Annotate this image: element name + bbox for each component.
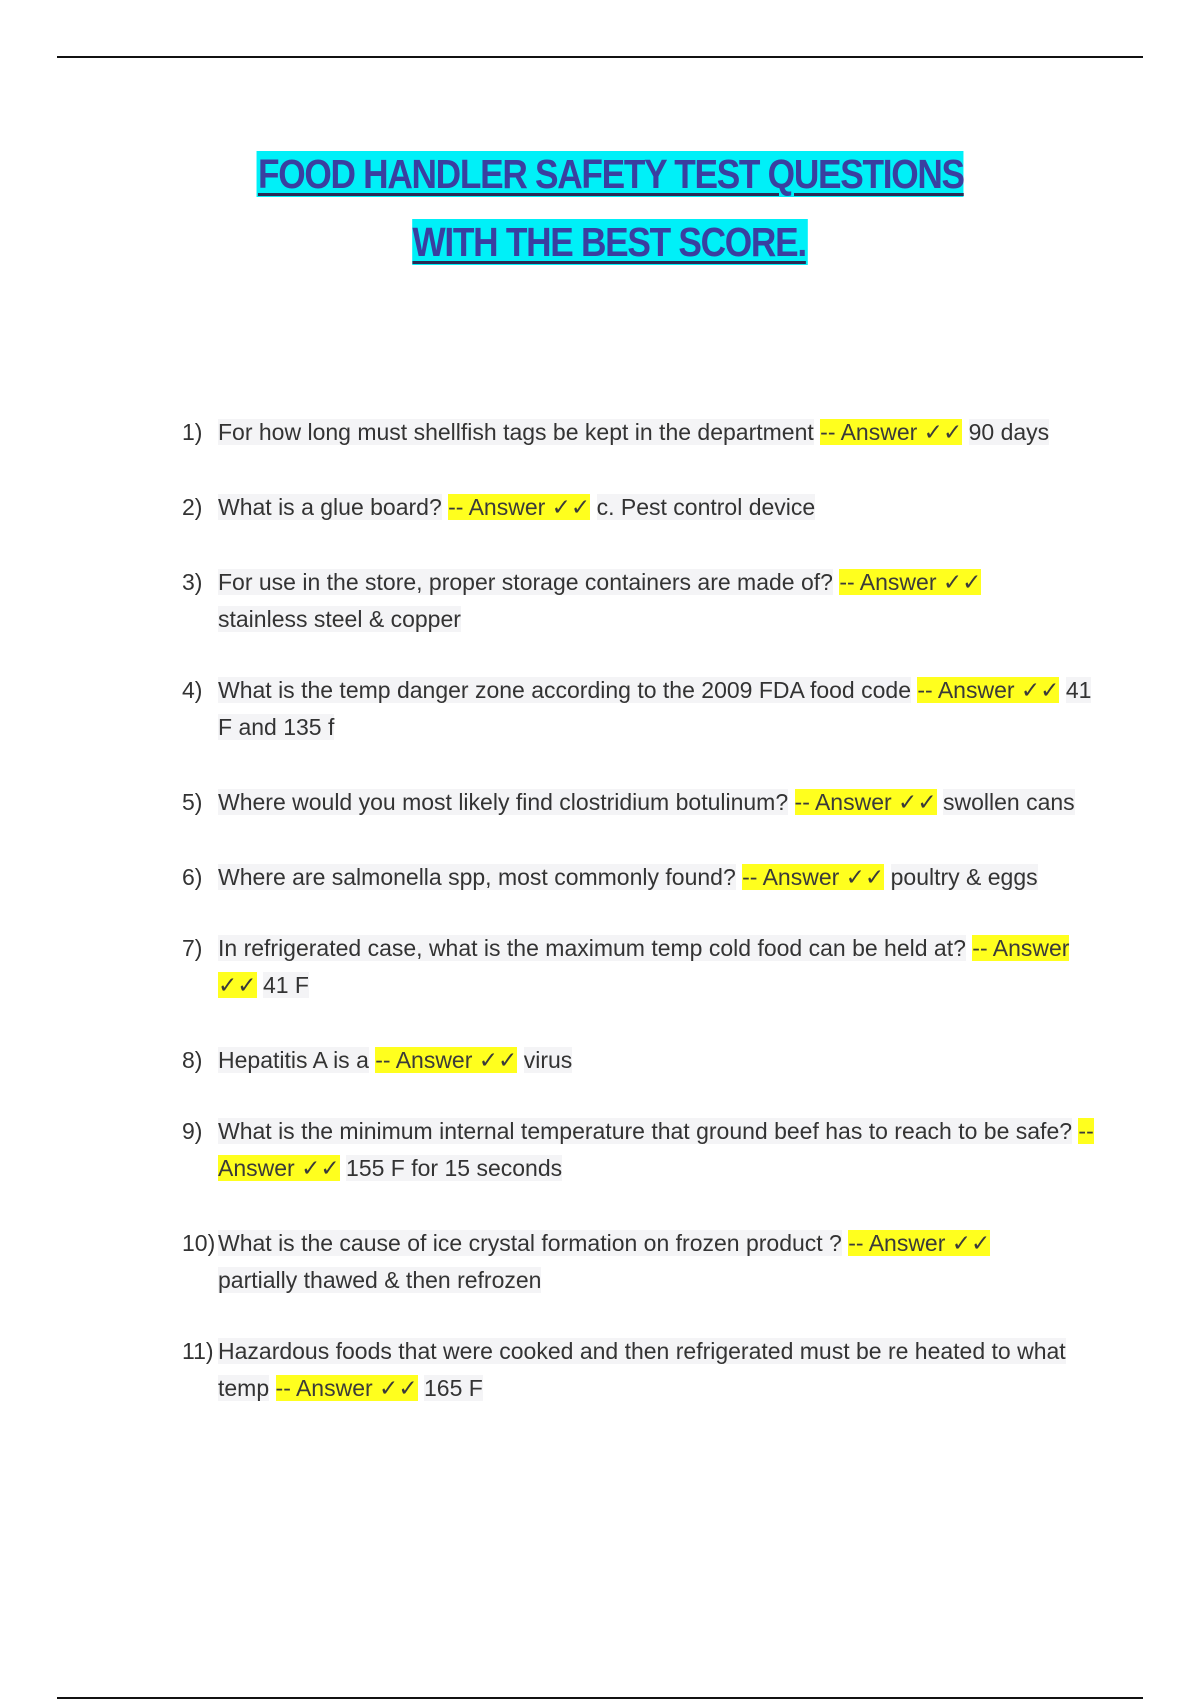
footer-rule [57, 1697, 1143, 1699]
answer-marker: -- Answer ✓✓ [375, 1047, 518, 1073]
answer-marker: -- Answer ✓✓ [794, 789, 937, 815]
answer-marker: -- Answer ✓✓ [742, 864, 885, 890]
answer-text: 90 days [968, 419, 1050, 445]
question-text: In refrigerated case, what is the maximum temp cold food can be held at? [218, 935, 966, 961]
question-item [175, 672, 1095, 746]
answer-text: partially thawed & then refrozen [218, 1267, 542, 1293]
answer-text: swollen cans [943, 789, 1075, 815]
question-item [175, 1333, 1095, 1407]
question-number: 5) [182, 789, 203, 815]
question-number: 3) [182, 569, 203, 595]
question-item [175, 1113, 1095, 1187]
question-number: 1) [182, 419, 203, 445]
answer-marker: -- Answer ✓✓ [218, 935, 1070, 998]
question-text: What is a glue board? [218, 494, 442, 520]
question-number: 4) [182, 677, 203, 703]
question-text: For how long must shellfish tags be kept in the department [218, 419, 814, 445]
question-list [175, 414, 1095, 1407]
question-text: Where would you most likely find clostridium botulinum? [218, 789, 789, 815]
answer-text: c. Pest control device [596, 494, 816, 520]
question-item [175, 859, 1095, 896]
answer-marker: -- Answer ✓✓ [839, 569, 982, 595]
page-title-text: FOOD HANDLER SAFETY TEST QUESTIONS WITH THE BEST SCORE. [257, 151, 964, 265]
answer-marker: -- Answer ✓✓ [218, 1118, 1094, 1181]
question-item [175, 564, 1095, 638]
question-text: What is the temp danger zone according to the 2009 FDA food code [218, 677, 911, 703]
page-title [223, 140, 997, 276]
question-text: Hazardous foods that were cooked and then refrigerated must be re heated to what temp [218, 1338, 1066, 1401]
question-item [175, 489, 1095, 526]
answer-text: 41 F [262, 972, 309, 998]
answer-text: 41 F and 135 f [218, 677, 1092, 740]
question-text: What is the minimum internal temperature that ground beef has to reach to be safe? [218, 1118, 1073, 1144]
answer-text: 165 F [424, 1375, 483, 1401]
answer-marker: -- Answer ✓✓ [448, 494, 591, 520]
answer-text: poultry & eggs [890, 864, 1038, 890]
question-item [175, 1042, 1095, 1079]
question-text: Hepatitis A is a [218, 1047, 369, 1073]
answer-marker: -- Answer ✓✓ [848, 1230, 991, 1256]
question-number: 7) [182, 935, 203, 961]
question-text: What is the cause of ice crystal formation on frozen product ? [218, 1230, 842, 1256]
question-item [175, 930, 1095, 1004]
question-number: 9) [182, 1118, 203, 1144]
question-number: 6) [182, 864, 203, 890]
question-item [175, 784, 1095, 821]
question-number: 10) [182, 1230, 216, 1256]
question-item [175, 1225, 1095, 1299]
question-number: 2) [182, 494, 203, 520]
question-text: For use in the store, proper storage containers are made of? [218, 569, 833, 595]
answer-marker: -- Answer ✓✓ [820, 419, 963, 445]
answer-marker: -- Answer ✓✓ [275, 1375, 418, 1401]
answer-marker: -- Answer ✓✓ [917, 677, 1060, 703]
answer-text: 155 F for 15 seconds [346, 1155, 563, 1181]
answer-text: stainless steel & copper [218, 606, 461, 632]
question-number: 11) [182, 1338, 214, 1364]
header-rule [57, 56, 1143, 58]
question-number: 8) [182, 1047, 203, 1073]
question-text: Where are salmonella spp, most commonly found? [218, 864, 736, 890]
question-item [175, 414, 1095, 451]
answer-text: virus [523, 1047, 573, 1073]
